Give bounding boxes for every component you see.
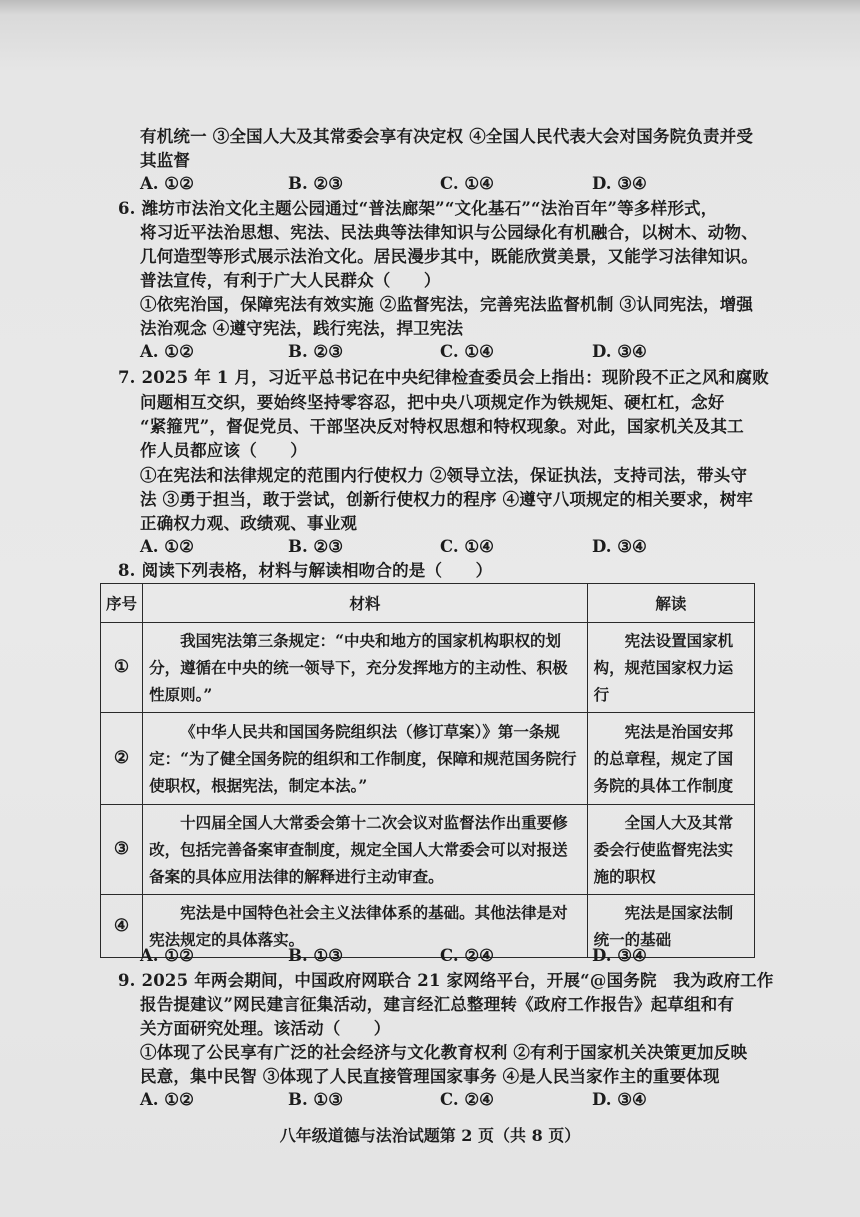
q6-stem-line-1: 6. 潍坊市法治文化主题公园通过“普法廊架”“文化基石”“法治百年”等多样形式， bbox=[118, 199, 718, 218]
q8-table bbox=[100, 583, 755, 958]
prev-question-options bbox=[140, 173, 660, 195]
option-d: D. ③④ bbox=[592, 946, 647, 965]
q6-choices-line-2: 法治观念 ④遵守宪法，践行宪法，捍卫宪法 bbox=[140, 319, 464, 338]
option-a: A. ①② bbox=[140, 946, 194, 965]
option-b: B. ①③ bbox=[288, 946, 344, 965]
option-c: C. ②④ bbox=[440, 946, 494, 965]
option-d: D. ③④ bbox=[592, 174, 647, 193]
q9-stem-line-3: 关方面研究处理。该活动（ ） bbox=[140, 1019, 391, 1038]
scan-edge bbox=[0, 0, 860, 14]
option-c: C. ①④ bbox=[440, 537, 494, 556]
prev-question-line-1: 有机统一 ③全国人大及其常委会享有决定权 ④全国人民代表大会对国务院负责并受 bbox=[140, 127, 754, 146]
header-material: 材料 bbox=[143, 584, 588, 623]
q6-options bbox=[140, 341, 660, 363]
q7-options bbox=[140, 536, 660, 558]
option-d: D. ③④ bbox=[592, 537, 647, 556]
q7-choices-line-2: 法 ③勇于担当，敢于尝试，创新行使权力的程序 ④遵守八项规定的相关要求，树牢 bbox=[140, 490, 754, 509]
header-number: 序号 bbox=[101, 584, 143, 623]
q7-stem-line-4: 作人员都应该（ ） bbox=[140, 441, 307, 460]
option-c: C. ①④ bbox=[440, 342, 494, 361]
row-interpretation: 宪法是国家法制统一的基础 bbox=[587, 895, 754, 958]
option-b: B. ①③ bbox=[288, 1090, 344, 1109]
q7-choices-line-3: 正确权力观、政绩观、事业观 bbox=[140, 514, 358, 533]
table-row bbox=[101, 713, 755, 805]
page-footer: 八年级道德与法治试题第 2 页（共 8 页） bbox=[279, 1126, 581, 1145]
q6-stem-line-3: 几何造型等形式展示法治文化。居民漫步其中，既能欣赏美景，又能学习法律知识。 bbox=[140, 247, 758, 266]
option-a: A. ①② bbox=[140, 342, 194, 361]
q7-stem-line-2: 问题相互交织，要始终坚持零容忍，把中央八项规定作为铁规矩、硬杠杠，念好 bbox=[140, 393, 725, 412]
option-a: A. ①② bbox=[140, 537, 194, 556]
q6-stem-line-2: 将习近平法治思想、宪法、民法典等法律知识与公园绿化有机融合，以树木、动物、 bbox=[140, 223, 758, 242]
row-material: 《中华人民共和国国务院组织法（修订草案）》第一条规定：“为了健全国务院的组织和工作制度，保障和规范国务院行使职权，根据宪法，制定本法。” bbox=[143, 713, 588, 805]
table-row bbox=[101, 623, 755, 713]
prev-question-line-2: 其监督 bbox=[140, 151, 191, 170]
option-b: B. ②③ bbox=[288, 174, 344, 193]
row-number: ② bbox=[101, 713, 143, 805]
option-c: C. ①④ bbox=[440, 174, 494, 193]
q9-stem-line-2: 报告提建议”网民建言征集活动，建言经汇总整理转《政府工作报告》起草组和有 bbox=[140, 995, 735, 1014]
q7-stem-line-3: “紧箍咒”，督促党员、干部坚决反对特权思想和特权现象。对此，国家机关及其工 bbox=[140, 417, 744, 436]
q9-choices-line-2: 民意，集中民智 ③体现了人民直接管理国家事务 ④是人民当家作主的重要体现 bbox=[140, 1067, 720, 1086]
row-number: ① bbox=[101, 623, 143, 713]
q7-choices-line-1: ①在宪法和法律规定的范围内行使权力 ②领导立法，保证执法，支持司法，带头守 bbox=[140, 466, 748, 485]
q6-stem-line-4: 普法宣传，有利于广大人民群众（ ） bbox=[140, 271, 441, 290]
q8-stem: 8. 阅读下列表格，材料与解读相吻合的是（ ） bbox=[118, 561, 493, 580]
option-b: B. ②③ bbox=[288, 342, 344, 361]
row-material: 宪法是中国特色社会主义法律体系的基础。其他法律是对宪法规定的具体落实。 bbox=[143, 895, 588, 958]
option-b: B. ②③ bbox=[288, 537, 344, 556]
option-d: D. ③④ bbox=[592, 342, 647, 361]
table-row bbox=[101, 805, 755, 895]
row-interpretation: 全国人大及其常委会行使监督宪法实施的职权 bbox=[587, 805, 754, 895]
q9-stem-line-1: 9. 2025 年两会期间，中国政府网联合 21 家网络平台，开展“@国务院 我为政府工作 bbox=[118, 971, 774, 990]
option-a: A. ①② bbox=[140, 1090, 194, 1109]
row-interpretation: 宪法是治国安邦的总章程，规定了国务院的具体工作制度 bbox=[587, 713, 754, 805]
option-d: D. ③④ bbox=[592, 1090, 647, 1109]
q9-choices-line-1: ①体现了公民享有广泛的社会经济与文化教育权利 ②有利于国家机关决策更加反映 bbox=[140, 1043, 748, 1062]
q7-stem-line-1: 7. 2025 年 1 月，习近平总书记在中央纪律检查委员会上指出：现阶段不正之风和腐败 bbox=[118, 368, 769, 387]
option-a: A. ①② bbox=[140, 174, 194, 193]
row-interpretation: 宪法设置国家机构，规范国家权力运行 bbox=[587, 623, 754, 713]
table-header-row bbox=[101, 584, 755, 623]
row-number: ③ bbox=[101, 805, 143, 895]
q9-options bbox=[140, 1089, 660, 1111]
header-interpretation: 解读 bbox=[587, 584, 754, 623]
row-material: 十四届全国人大常委会第十二次会议对监督法作出重要修改，包括完善备案审查制度，规定全国人大常委会可以对报送备案的具体应用法律的解释进行主动审查。 bbox=[143, 805, 588, 895]
row-number: ④ bbox=[101, 895, 143, 958]
q6-choices-line-1: ①依宪治国，保障宪法有效实施 ②监督宪法，完善宪法监督机制 ③认同宪法，增强 bbox=[140, 295, 754, 314]
q8-options bbox=[140, 945, 660, 967]
option-c: C. ②④ bbox=[440, 1090, 494, 1109]
row-material: 我国宪法第三条规定：“中央和地方的国家机构职权的划分，遵循在中央的统一领导下，充分发挥地方的主动性、积极性原则。” bbox=[143, 623, 588, 713]
